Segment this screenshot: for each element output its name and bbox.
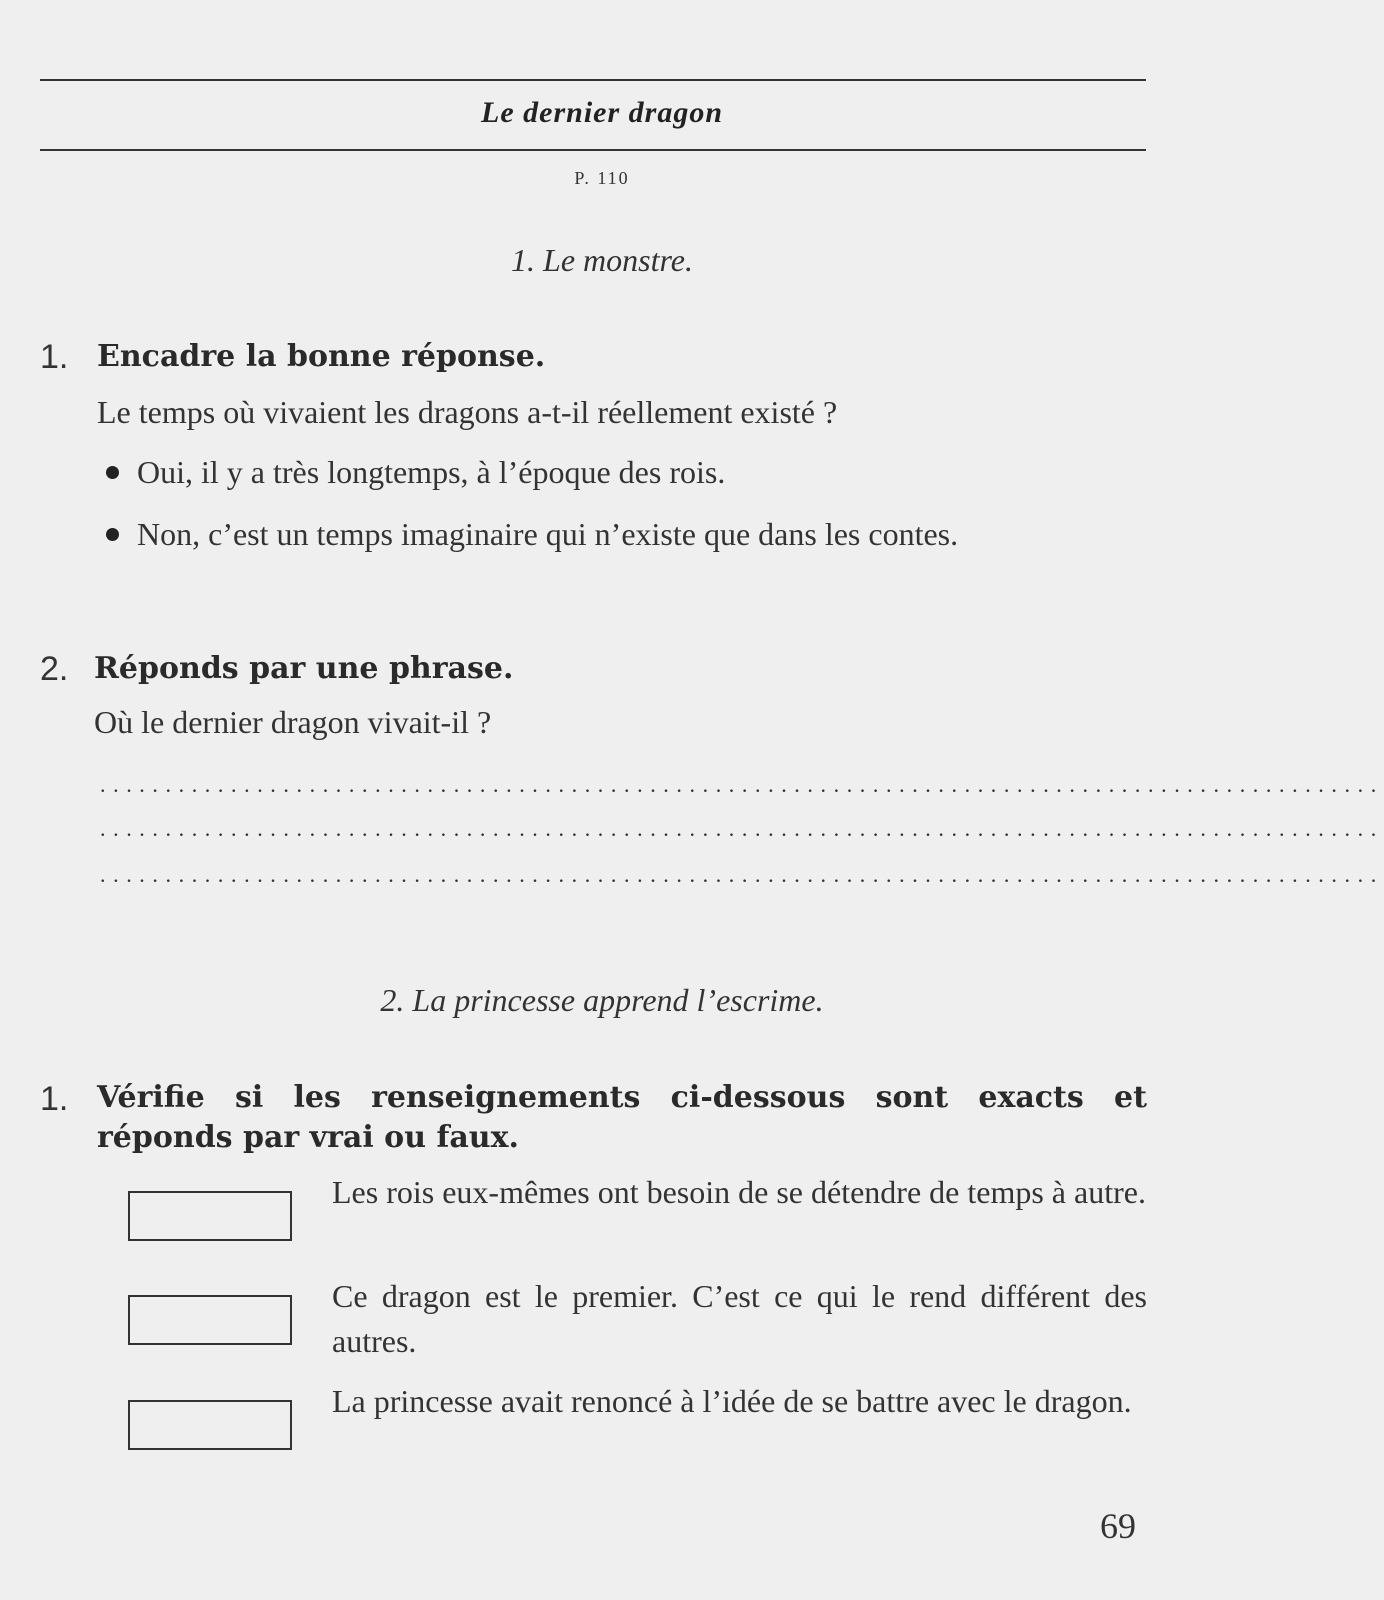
- answer-option-label: Non, c’est un temps imaginaire qui n’existe que dans les contes.: [137, 516, 959, 552]
- statement-text: Les rois eux-mêmes ont besoin de se détendre de temps à autre.: [332, 1174, 1146, 1210]
- header-bottom-rule: [40, 149, 1146, 151]
- question-number: 2.: [40, 650, 69, 688]
- question-instruction: Vérifie si les renseignements ci-dessous sont exacts et réponds par vrai ou faux.: [97, 1080, 1147, 1155]
- answer-option-label: Oui, il y a très longtemps, à l’époque des rois.: [137, 454, 726, 490]
- true-false-answer-box[interactable]: [128, 1295, 292, 1345]
- answer-line[interactable]: ..................................................................................................: [100, 862, 1384, 887]
- bullet-icon: [106, 528, 119, 541]
- bullet-icon: [106, 466, 119, 479]
- section-title-monstre: 1. Le monstre.: [511, 242, 693, 278]
- true-false-answer-box[interactable]: [128, 1400, 292, 1450]
- question-instruction: Encadre la bonne réponse.: [97, 339, 546, 374]
- statement-text: Ce dragon est le premier. C’est ce qui le rend différent des autres.: [332, 1278, 1147, 1359]
- answer-line[interactable]: ..................................................................................................: [100, 772, 1384, 797]
- true-false-answer-box[interactable]: [128, 1191, 292, 1241]
- answer-line[interactable]: ..................................................................................................: [100, 816, 1384, 841]
- statement-text: La princesse avait renoncé à l’idée de se battre avec le dragon.: [332, 1383, 1132, 1419]
- page-number: 69: [1100, 1506, 1136, 1546]
- answer-option[interactable]: [100, 450, 1147, 494]
- page-title: Le dernier dragon: [481, 96, 723, 129]
- section-title-escrime: 2. La princesse apprend l’escrime.: [380, 982, 824, 1018]
- question-number: 1.: [40, 1080, 69, 1118]
- question-text: Le temps où vivaient les dragons a-t-il réellement existé ?: [97, 394, 838, 430]
- header-top-rule: [40, 79, 1146, 81]
- question-instruction: Réponds par une phrase.: [94, 651, 514, 686]
- question-text: Où le dernier dragon vivait-il ?: [94, 704, 492, 740]
- question-number: 1.: [40, 338, 69, 376]
- page-reference: P. 110: [574, 168, 630, 188]
- answer-option[interactable]: [100, 512, 1147, 556]
